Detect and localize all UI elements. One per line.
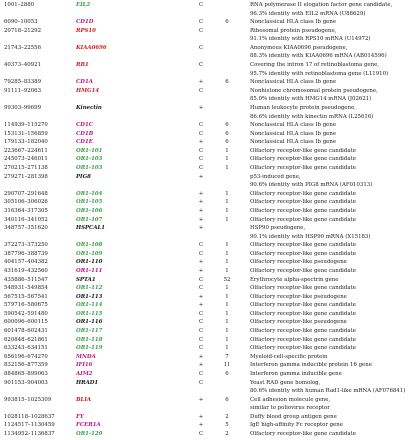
gene-description: Nonclassical HLA class Ib gene bbox=[250, 19, 337, 26]
gene-description: Interferon gamma inducible protein 16 gene bbox=[250, 362, 372, 369]
table-row bbox=[0, 27, 414, 35]
gene-description: Olfactory receptor-like gene candidate bbox=[250, 310, 356, 317]
position-range: 600096–600115 bbox=[4, 319, 48, 326]
gene-description: Olfactory receptor-like gene candidate bbox=[250, 165, 356, 172]
position-range: 1001–2880 bbox=[4, 2, 35, 8]
gene-symbol: OR1-113 bbox=[76, 293, 103, 300]
position-range: 372273–373250 bbox=[4, 242, 48, 249]
table-row bbox=[0, 121, 414, 129]
gene-description: 96.3% identity with EIL2 mRNA (U88629) bbox=[250, 10, 366, 17]
table-row bbox=[0, 258, 414, 266]
gene-description: 80.6% identity with human Rad1-like mRNA (AF076841) bbox=[250, 388, 406, 395]
exon-count: 1 bbox=[225, 165, 229, 172]
exon-count: 6 bbox=[225, 79, 229, 86]
strand: + bbox=[198, 353, 204, 360]
table-row-continuation bbox=[0, 70, 414, 78]
gene-symbol: FY bbox=[76, 413, 84, 420]
gene-description: HSP90 pseudogene, bbox=[250, 225, 306, 232]
table-row bbox=[0, 138, 414, 146]
position-range: 832156–877359 bbox=[4, 362, 48, 369]
gene-symbol: Kinectin bbox=[76, 104, 102, 111]
table-row bbox=[0, 155, 414, 163]
position-range: 387796–388739 bbox=[4, 250, 48, 257]
table-row bbox=[0, 301, 414, 309]
strand: C bbox=[198, 328, 204, 335]
gene-symbol: OR1-112 bbox=[76, 285, 103, 292]
position-range: 21743–22556 bbox=[4, 44, 41, 51]
position-range: 620848–621861 bbox=[4, 336, 48, 343]
exon-count: 1 bbox=[225, 147, 229, 154]
strand: C bbox=[198, 276, 204, 283]
position-range: 223667–224611 bbox=[4, 147, 48, 154]
gene-description: Interferon gamma inducible gene bbox=[250, 370, 342, 377]
table-row bbox=[0, 207, 414, 215]
position-range: 633243–634151 bbox=[4, 345, 48, 352]
position-range: 290707–291648 bbox=[4, 190, 48, 197]
gene-symbol: OR1-114 bbox=[76, 302, 103, 309]
table-row bbox=[0, 130, 414, 138]
gene-description: Olfactory receptor-like gene candidate bbox=[250, 302, 356, 309]
gene-description: Olfactory receptor-like gene candidate bbox=[250, 199, 356, 206]
table-row bbox=[0, 421, 414, 429]
exon-count: 52 bbox=[223, 276, 231, 283]
exon-count: 1 bbox=[225, 190, 229, 197]
strand: C bbox=[198, 379, 204, 386]
table-row bbox=[0, 396, 414, 404]
table-row bbox=[0, 104, 414, 112]
exon-count: 7 bbox=[225, 353, 229, 360]
table-row bbox=[0, 318, 414, 326]
strand: C bbox=[198, 62, 204, 69]
gene-symbol: AIM2 bbox=[76, 370, 93, 377]
strand: C bbox=[198, 285, 204, 292]
table-row-continuation bbox=[0, 181, 414, 189]
strand: C bbox=[198, 130, 204, 137]
exon-count: 1 bbox=[225, 259, 229, 266]
position-range: 40373–40921 bbox=[4, 62, 41, 69]
strand: C bbox=[198, 44, 204, 51]
strand: + bbox=[198, 216, 204, 223]
strand: C bbox=[198, 19, 204, 26]
gene-description: Nonclassical HLA class Ib gene bbox=[250, 139, 337, 146]
gene-symbol: OR1-103 bbox=[76, 156, 103, 163]
gene-symbol: CD1E bbox=[76, 139, 93, 146]
exon-count: 1 bbox=[225, 156, 229, 163]
strand: + bbox=[198, 267, 204, 274]
gene-description: Ribosomal protein pseudogene, bbox=[250, 27, 337, 34]
gene-symbol: OR1-120 bbox=[76, 431, 103, 437]
gene-description: 95.7% identity with retinoblastoma gene (L11910) bbox=[250, 70, 389, 77]
gene-symbol: MNDA bbox=[76, 353, 96, 360]
gene-description: Covering the intron 17 of retinoblastoma gene, bbox=[250, 62, 379, 69]
table-row bbox=[0, 44, 414, 52]
gene-description: Nonclassical HLA class Ib gene bbox=[250, 130, 337, 137]
gene-symbol: SPTA1 bbox=[76, 276, 96, 283]
gene-description: Nonclassical HLA class Ib gene bbox=[250, 79, 337, 86]
gene-symbol: OR1-103 bbox=[76, 165, 103, 172]
position-range: 348757–351620 bbox=[4, 225, 48, 232]
gene-description: Olfactory receptor-like gene candidate bbox=[250, 285, 356, 292]
gene-description: Anonymous KIAA0696 pseudogene, bbox=[250, 44, 348, 51]
exon-count: 6 bbox=[225, 130, 229, 137]
exon-count: 2 bbox=[225, 413, 229, 420]
position-range: 270215–271138 bbox=[4, 165, 48, 172]
table-row bbox=[0, 276, 414, 284]
gene-symbol: OR1-104 bbox=[76, 190, 103, 197]
gene-symbol: EIL2 bbox=[76, 2, 91, 8]
position-range: 179133–182040 bbox=[4, 139, 48, 146]
gene-symbol: OR1-111 bbox=[76, 267, 103, 274]
strand: + bbox=[198, 362, 204, 369]
table-row bbox=[0, 370, 414, 378]
position-range: 884865–899063 bbox=[4, 370, 48, 377]
gene-description: IgE high-affinity Fc receptor gene bbox=[250, 422, 343, 429]
exon-count: 6 bbox=[225, 19, 229, 26]
strand: C bbox=[198, 2, 204, 8]
table-row bbox=[0, 190, 414, 198]
table-row bbox=[0, 310, 414, 318]
position-range: 590542–591480 bbox=[4, 310, 48, 317]
exon-count: 1 bbox=[225, 310, 229, 317]
gene-symbol: OR1-101 bbox=[76, 147, 103, 154]
gene-symbol: OR1-105 bbox=[76, 199, 103, 206]
gene-symbol: FCER1A bbox=[76, 422, 101, 429]
table-row bbox=[0, 61, 414, 69]
gene-description: similar to poliovirus receptor bbox=[250, 405, 330, 412]
strand: C bbox=[198, 431, 204, 437]
position-range: 6090–10053 bbox=[4, 19, 38, 26]
position-range: 79285–83389 bbox=[4, 79, 41, 86]
gene-description: Olfactory receptor-like gene candidate bbox=[250, 345, 356, 352]
gene-description: Olfactory receptor-like gene candidate bbox=[250, 328, 356, 335]
table-row bbox=[0, 173, 414, 181]
table-row bbox=[0, 293, 414, 301]
position-range: 431619–432560 bbox=[4, 267, 48, 274]
strand: + bbox=[198, 199, 204, 206]
exon-count: 1 bbox=[225, 302, 229, 309]
table-row bbox=[0, 147, 414, 155]
exon-count: 1 bbox=[225, 328, 229, 335]
table-row bbox=[0, 216, 414, 224]
table-row-continuation bbox=[0, 113, 414, 121]
table-row-continuation bbox=[0, 387, 414, 395]
strand: + bbox=[198, 104, 204, 111]
exon-count: 2 bbox=[225, 431, 229, 437]
gene-description: Duffy blood group antigen gene bbox=[250, 413, 337, 420]
strand: + bbox=[198, 422, 204, 429]
table-row-continuation bbox=[0, 95, 414, 103]
exon-count: 1 bbox=[225, 242, 229, 249]
gene-description: Olfactory receptor-like gene candidate bbox=[250, 250, 356, 257]
strand: + bbox=[198, 259, 204, 266]
table-row-continuation bbox=[0, 404, 414, 412]
table-row bbox=[0, 164, 414, 172]
table-row bbox=[0, 284, 414, 292]
gene-description: Olfactory receptor-like gene candidate bbox=[250, 242, 356, 249]
table-row bbox=[0, 198, 414, 206]
position-range: 579716–580675 bbox=[4, 302, 48, 309]
position-range: 435886–511547 bbox=[4, 276, 48, 283]
gene-description: 88.3% identity with KIAA0696 mRNA (AB014596) bbox=[250, 53, 387, 60]
gene-symbol: HSPCAL1 bbox=[76, 225, 106, 232]
strand: C bbox=[198, 122, 204, 129]
strand: C bbox=[198, 370, 204, 377]
strand: C bbox=[198, 319, 204, 326]
exon-count: 1 bbox=[225, 250, 229, 257]
position-range: 305106–306026 bbox=[4, 199, 48, 206]
position-range: 279271–281398 bbox=[4, 173, 48, 180]
table-row bbox=[0, 379, 414, 387]
strand: + bbox=[198, 225, 204, 232]
gene-description: Olfactory receptor-like gene candidate bbox=[250, 336, 356, 343]
exon-count: 1 bbox=[225, 319, 229, 326]
position-range: 993815–1025309 bbox=[4, 396, 52, 403]
position-range: 99303–99699 bbox=[4, 104, 41, 111]
gene-description: RNA polymerase II elogation factor gene candidate, bbox=[250, 2, 393, 8]
gene-description: 86.6% identity with kinectin mRNA (L25616) bbox=[250, 113, 374, 120]
position-range: 656196–674270 bbox=[4, 353, 48, 360]
strand: C bbox=[198, 165, 204, 172]
gene-symbol: KIAA0696 bbox=[76, 44, 107, 51]
table-row bbox=[0, 353, 414, 361]
gene-symbol: CD1D bbox=[76, 19, 94, 26]
strand: C bbox=[198, 147, 204, 154]
gene-symbol: OR1-119 bbox=[76, 345, 103, 352]
gene-description: Olfactory receptor-like gene candidate bbox=[250, 156, 356, 163]
gene-symbol: RB1 bbox=[76, 62, 89, 69]
strand: C bbox=[198, 250, 204, 257]
strand: + bbox=[198, 302, 204, 309]
strand: C bbox=[198, 345, 204, 352]
exon-count: 6 bbox=[225, 396, 229, 403]
gene-description: Olfactory receptor-like pseudogene bbox=[250, 259, 347, 266]
exon-count: 1 bbox=[225, 267, 229, 274]
strand: + bbox=[198, 413, 204, 420]
table-row bbox=[0, 250, 414, 258]
gene-description: 91.1% identity with RPS10 mRNA (U14972) bbox=[250, 36, 371, 43]
strand: C bbox=[198, 310, 204, 317]
table-row bbox=[0, 241, 414, 249]
strand: C bbox=[198, 156, 204, 163]
gene-symbol: OR1-107 bbox=[76, 216, 103, 223]
strand: + bbox=[198, 190, 204, 197]
gene-description: Olfactory receptor-like pseudogene bbox=[250, 319, 347, 326]
exon-count: 1 bbox=[225, 207, 229, 214]
gene-symbol: CD1B bbox=[76, 130, 94, 137]
strand: C bbox=[198, 87, 204, 94]
gene-description: Human leukocyte protein pseudogene, bbox=[250, 104, 356, 111]
gene-symbol: HMG14 bbox=[76, 87, 100, 94]
table-row bbox=[0, 336, 414, 344]
table-row-continuation bbox=[0, 233, 414, 241]
table-row bbox=[0, 327, 414, 335]
gene-symbol: OR1-106 bbox=[76, 207, 103, 214]
strand: + bbox=[198, 139, 204, 146]
exon-count: 11 bbox=[223, 362, 231, 369]
gene-description: 90.6% identity with PIG8 mRNA (AF010313) bbox=[250, 182, 373, 189]
exon-count: 1 bbox=[225, 336, 229, 343]
gene-symbol: HRAD1 bbox=[76, 379, 99, 386]
table-row bbox=[0, 361, 414, 369]
exon-count: 1 bbox=[225, 293, 229, 300]
strand: C bbox=[198, 27, 204, 34]
table-row bbox=[0, 267, 414, 275]
table-row bbox=[0, 78, 414, 86]
table-row bbox=[0, 344, 414, 352]
gene-description: Olfactory receptor-like gene candidate bbox=[250, 431, 356, 437]
gene-symbol: OR1-118 bbox=[76, 336, 103, 343]
position-range: 91111–92063 bbox=[4, 87, 41, 94]
gene-symbol: CD1A bbox=[76, 79, 93, 86]
gene-symbol: PIG8 bbox=[76, 173, 91, 180]
table-row-continuation bbox=[0, 35, 414, 43]
gene-description: Nonclassical HLA class Ib gene bbox=[250, 122, 337, 129]
gene-description: 90.1% identity with HSP90 mRNA (X15183) bbox=[250, 233, 371, 240]
exon-count: 1 bbox=[225, 285, 229, 292]
exon-count: 5 bbox=[225, 422, 229, 429]
gene-symbol: BLIA bbox=[76, 396, 92, 403]
strand: C bbox=[198, 242, 204, 249]
gene-symbol: OR1-116 bbox=[76, 319, 103, 326]
exon-count: 6 bbox=[225, 139, 229, 146]
strand: + bbox=[198, 173, 204, 180]
position-range: 153131–156859 bbox=[4, 130, 48, 137]
table-row bbox=[0, 430, 414, 438]
position-range: 340116–341052 bbox=[4, 216, 48, 223]
gene-symbol: OR1-109 bbox=[76, 250, 103, 257]
strand: + bbox=[198, 79, 204, 86]
gene-symbol: CD1C bbox=[76, 122, 94, 129]
gene-description: Olfactory receptor-like gene candidate bbox=[250, 267, 356, 274]
position-range: 245073–246011 bbox=[4, 156, 48, 163]
position-range: 601478–602431 bbox=[4, 328, 48, 335]
table-row bbox=[0, 87, 414, 95]
gene-description: Olfactory receptor-like pseudogene bbox=[250, 293, 347, 300]
position-range: 548931–549854 bbox=[4, 285, 48, 292]
table-row bbox=[0, 18, 414, 26]
exon-count: 1 bbox=[225, 345, 229, 352]
gene-description: Olfactory receptor-like gene candidate bbox=[250, 147, 356, 154]
position-range: 1124517–1130459 bbox=[4, 422, 55, 429]
exon-count: 6 bbox=[225, 370, 229, 377]
gene-symbol: OR1-110 bbox=[76, 259, 103, 266]
strand: + bbox=[198, 293, 204, 300]
gene-symbol: OR1-117 bbox=[76, 328, 103, 335]
gene-description: Myeloid-cell-specific protein bbox=[250, 353, 328, 360]
table-row-continuation bbox=[0, 52, 414, 60]
position-range: 316364–317305 bbox=[4, 207, 48, 214]
table-row bbox=[0, 413, 414, 421]
exon-count: 6 bbox=[225, 122, 229, 129]
position-range: 1134952–1136837 bbox=[4, 431, 55, 437]
gene-description: Nonhistone chromosomal protein pseudogene, bbox=[250, 87, 378, 94]
gene-description: p53-induced gene, bbox=[250, 173, 301, 180]
position-range: 901153–904003 bbox=[4, 379, 48, 386]
exon-count: 1 bbox=[225, 199, 229, 206]
strand: + bbox=[198, 207, 204, 214]
gene-description: Yeast RAD gene homolog, bbox=[250, 379, 321, 386]
strand: + bbox=[198, 396, 204, 403]
position-range: 1028118–1028637 bbox=[4, 413, 55, 420]
gene-description: Olfactory receptor-like gene candidate bbox=[250, 190, 356, 197]
gene-description: Olfactory receptor-like gene candidate bbox=[250, 207, 356, 214]
gene-description: 85.0% identity with HMG14 mRNA (J02621) bbox=[250, 96, 372, 103]
gene-description: Cell adhesion molecule gene, bbox=[250, 396, 331, 403]
position-range: 567515–567541 bbox=[4, 293, 48, 300]
table-row bbox=[0, 224, 414, 232]
gene-symbol: OR1-115 bbox=[76, 310, 103, 317]
table-row bbox=[0, 1, 414, 9]
position-range: 114939–115270 bbox=[4, 122, 48, 129]
exon-count: 1 bbox=[225, 216, 229, 223]
gene-description: Olfactory receptor-like gene candidate bbox=[250, 216, 356, 223]
table-row-continuation bbox=[0, 10, 414, 18]
gene-symbol: OR1-108 bbox=[76, 242, 103, 249]
position-range: 20718–21292 bbox=[4, 27, 41, 34]
gene-symbol: RPS10 bbox=[76, 27, 96, 34]
position-range: 404157–404382 bbox=[4, 259, 48, 266]
gene-description: Erythrocyte alpha-spectrin gene bbox=[250, 276, 339, 283]
strand: C bbox=[198, 336, 204, 343]
gene-symbol: IFI16 bbox=[76, 362, 93, 369]
